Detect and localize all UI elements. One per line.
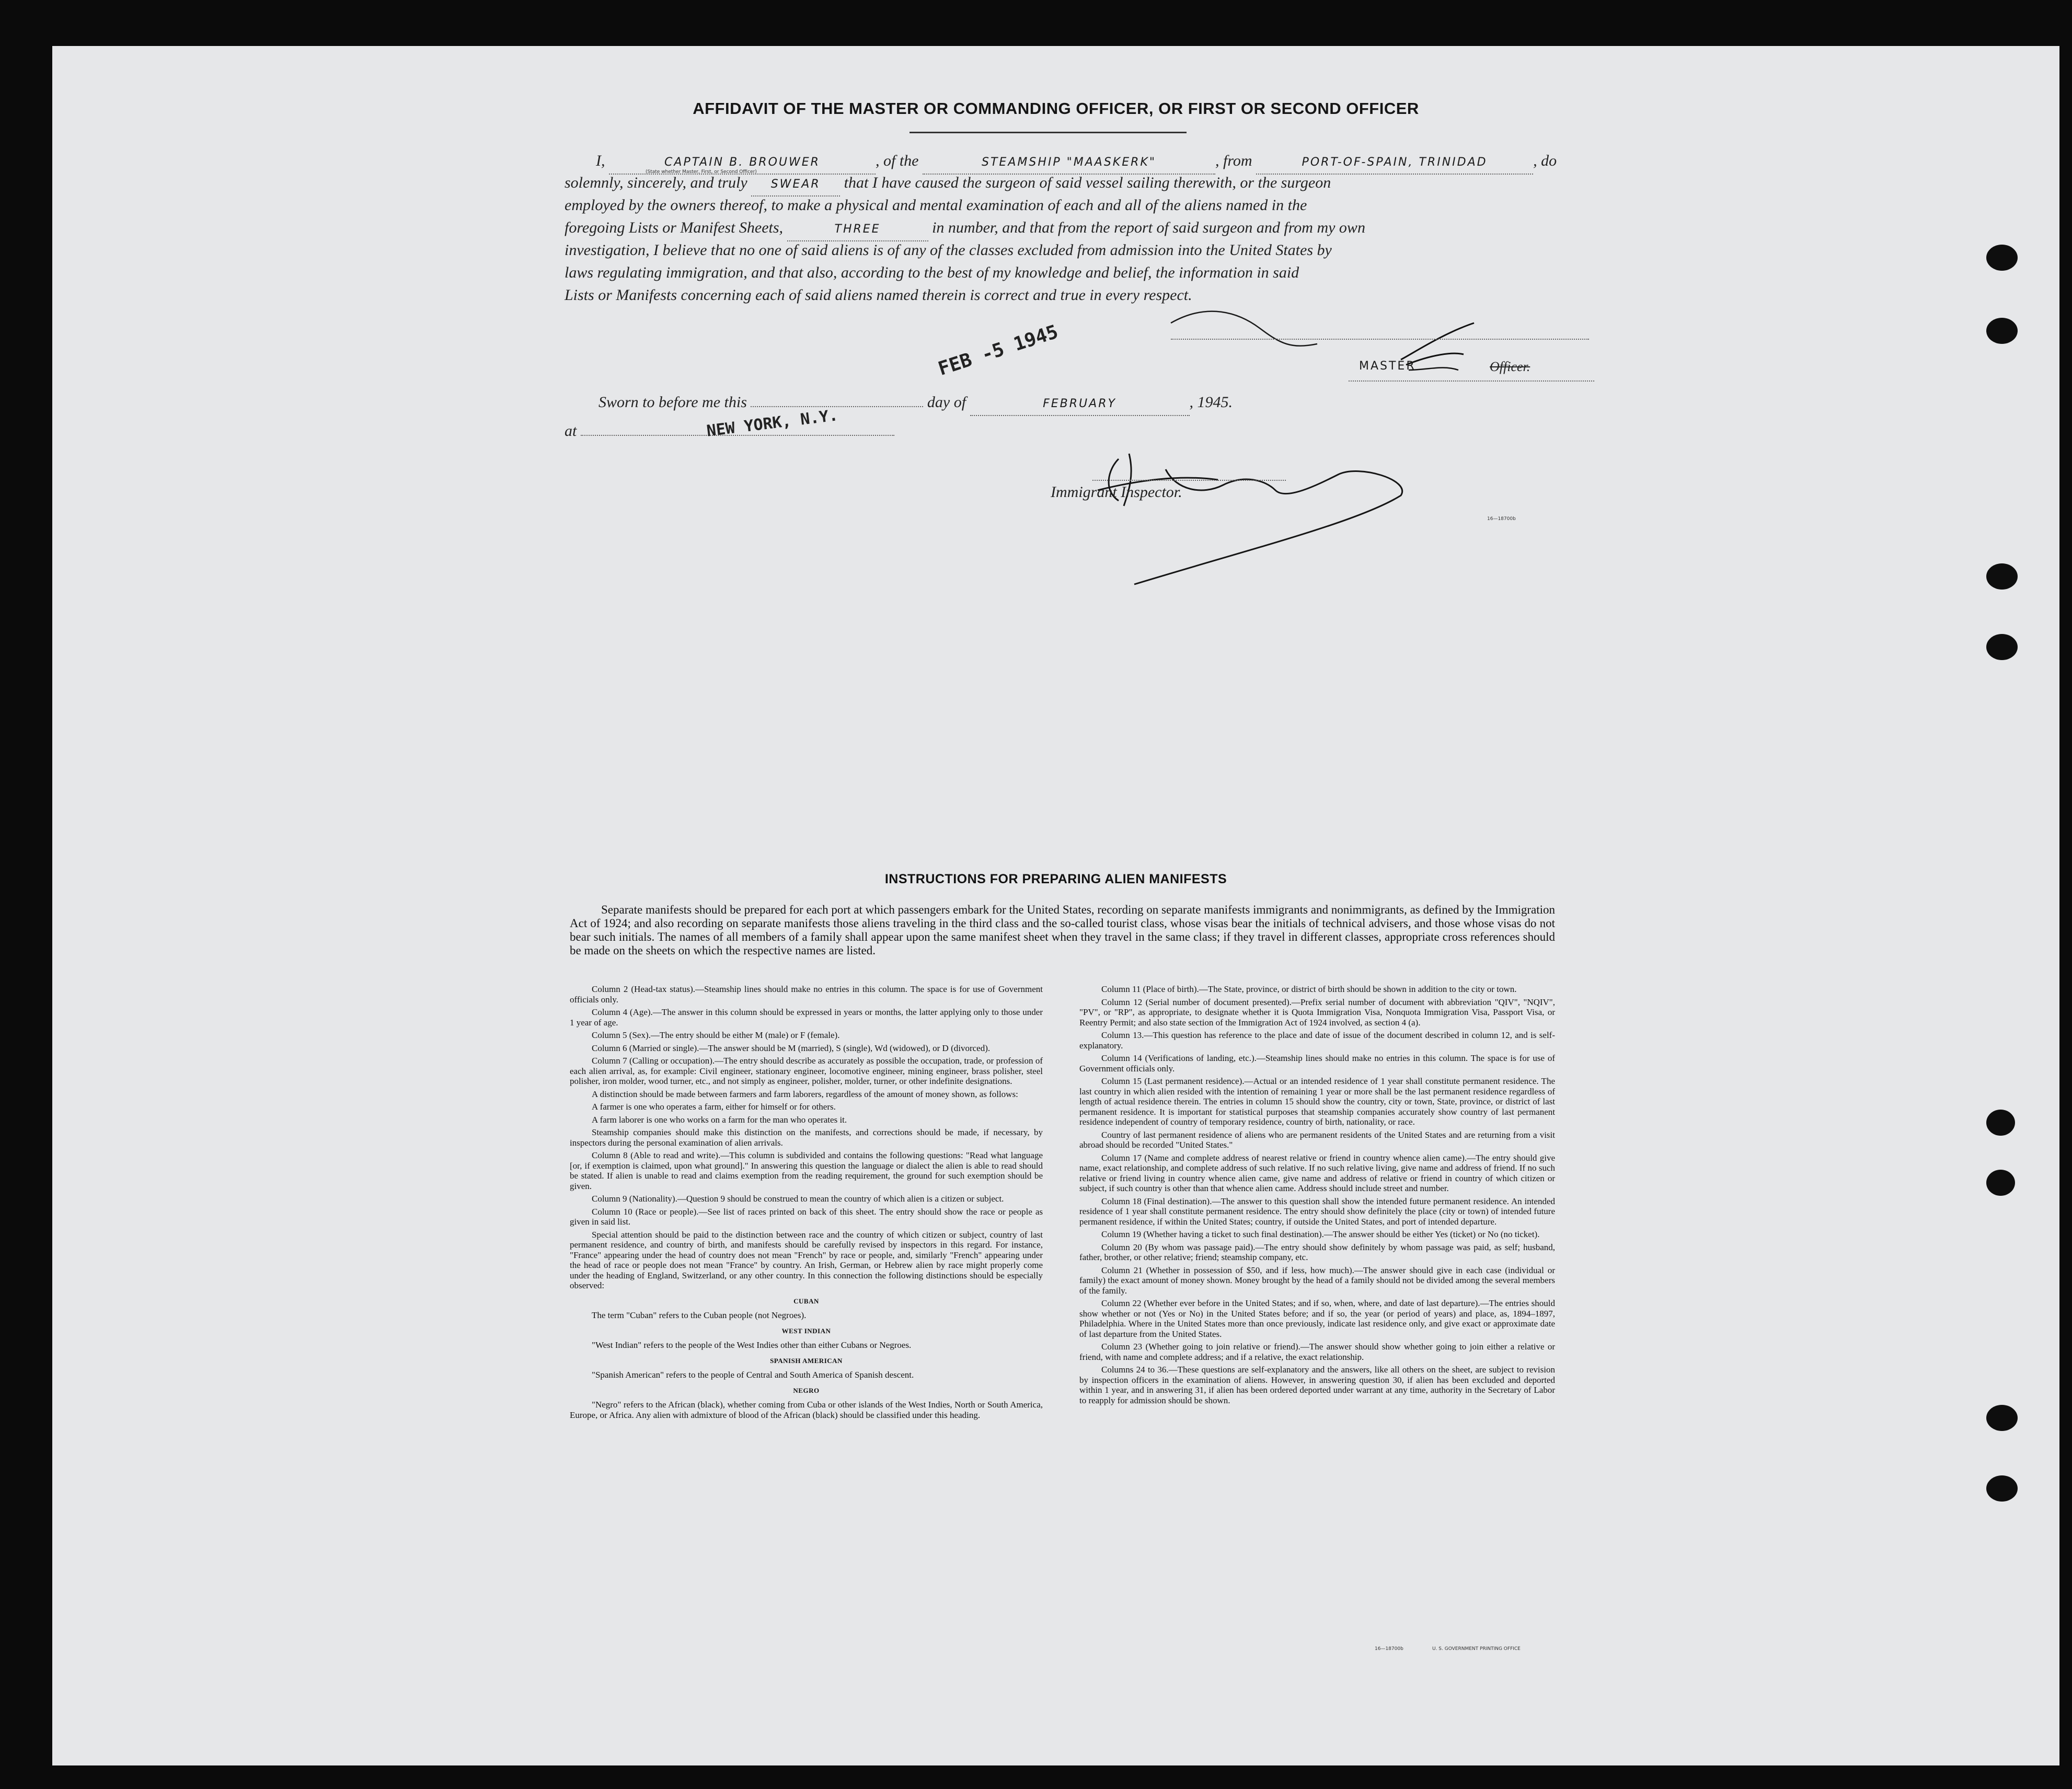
punch-hole — [1986, 634, 2018, 660]
officer-word: Officer. — [1490, 359, 1530, 374]
instruction-paragraph: Column 12 (Serial number of document presented).—Prefix serial number of document with abbreviation "QIV", "NQIV", "PV", or "RP", as appropriate, to designate whether it is Quota Immigration Visa, Nonquota Immigration Visa, Passport Visa, or Reentry Permit; and also state section of the Immigration Act of 1924 involved, as section 4 (a). — [1079, 997, 1555, 1028]
text-sworn: Sworn to before me this — [598, 394, 747, 411]
inspector-signature — [1045, 433, 1443, 590]
heading-negro: NEGRO — [793, 1386, 820, 1394]
instruction-paragraph: Column 9 (Nationality).—Question 9 should be construed to mean the country of which alien is a citizen or subject. — [592, 1194, 1004, 1204]
instruction-paragraph: Column 18 (Final destination).—The answer to this question shall show the intended future permanent residence. An intended residence of 1 year shall constitute permanent residence. The entry should show definitely the place (city or town) of intended future permanent residence, if within the United States; country, if outside the United States, and port of intended departure. — [1079, 1196, 1555, 1227]
punch-hole — [1986, 1475, 2018, 1502]
footer-form-number: 16—18700b — [1375, 1646, 1403, 1652]
instruction-paragraph: Column 21 (Whether in possession of $50, and if less, how much).—The answer should give in each case (individual or family) the exact amount of money shown. Money brought by the head of a family should not be divided among the several members of the family. — [1079, 1265, 1555, 1296]
affidavit-form-number: 16—18700b — [1487, 516, 1516, 522]
affidavit-title: AFFIDAVIT OF THE MASTER OR COMMANDING OFFICER, OR FIRST OR SECOND OFFICER — [693, 99, 1419, 118]
punch-hole — [1986, 318, 2018, 344]
instruction-paragraph: Column 7 (Calling or occupation).—The entry should describe as accurately as possible the occupation, trade, or profession of each alien arrival, as, for example: Civil engineer, stationary engineer, locomotive engineer, mining engineer, brass polisher, steel polisher, iron molder, wood turner, etc., and not simply as engineer, polisher, molder, turner, or other indefinite designations. — [570, 1056, 1043, 1086]
signature-line — [1171, 339, 1589, 340]
sworn-year: , 1945. — [1189, 394, 1233, 411]
instruction-paragraph: Column 2 (Head-tax status).—Steamship lines should make no entries in this column. The space is for use of Government officials only. — [570, 984, 1043, 1005]
punch-hole — [1986, 1170, 2015, 1196]
instruction-paragraph: Column 8 (Able to read and write).—This column is subdivided and contains the following questions: "Read what language [or, if exemption is claimed, upon what ground]." In answering this question the language or dialect the alien is able to read should be stated. If alien is unable to read and claims exemption from the reading requirement, the ground for such exemption should be given. — [570, 1150, 1043, 1191]
date-stamp: FEB -5 1945 — [936, 321, 1061, 380]
affidavit-line-4 — [565, 216, 1365, 241]
rank-master: MASTER — [1359, 360, 1416, 373]
rank-line — [1349, 380, 1594, 382]
text-from: , from — [1215, 152, 1252, 169]
negro-definition: "Negro" refers to the African (black), whether coming from Cuba or other islands of the West Indies, North or South America, Europe, or Africa. Any alien with admixture of blood of the African (black) should be classified under this heading. — [570, 1400, 1043, 1420]
instruction-paragraph: Column 17 (Name and complete address of nearest relative or friend in country whence alien came).—The entry should give name, exact relationship, and complete address of such relative. If no such relative living, give name and address of friend. If no such relative or friend living in country whence alien came, give name and address of relative or friend in country of which citizen or subject, if such country is other than that whence alien came. Address should include street and number. — [1079, 1152, 1555, 1193]
instruction-paragraph: A farm laborer is one who works on a farm for the man who operates it. — [592, 1114, 847, 1125]
instruction-paragraph: Column 22 (Whether ever before in the United States; and if so, when, where, and date of last departure).—The entries should show whether or not (Yes or No) in the United States before; and if so, the year (or period of years) and place, as, 1894–1897, Philadelphia. Where in the United States more than once previously, indicate last residence only, and give exact or approximate date of last departure from the United States. — [1079, 1298, 1555, 1339]
heading-spanish-american: SPANISH AMERICAN — [770, 1356, 843, 1365]
from-port: PORT-OF-SPAIN, TRINIDAD — [1302, 156, 1488, 169]
instructions-right-column — [1079, 984, 1555, 1408]
punch-hole — [1986, 1405, 2018, 1431]
text-do: , do — [1533, 152, 1557, 169]
west-indian-definition: "West Indian" refers to the people of the West Indies other than either Cubans or Negroes. — [592, 1340, 912, 1350]
bleed-through — [1866, 224, 1869, 237]
affidavit-line-7: Lists or Manifests concerning each of said aliens named therein is correct and true in every respect. — [565, 286, 1192, 304]
text-solemnly: solemnly, sincerely, and truly — [565, 174, 747, 191]
sheets-count: THREE — [834, 223, 881, 236]
sworn-line — [598, 391, 1233, 416]
cuban-definition: The term "Cuban" refers to the Cuban people (not Negroes). — [592, 1310, 807, 1320]
affidavit-line-5: investigation, I believe that no one of said aliens is of any of the classes excluded from admission into the United States by — [565, 241, 1332, 259]
instruction-paragraph: Column 20 (By whom was passage paid).—The entry should show definitely by whom passage was paid, as self; husband, father, brother, or other relative; friend; steamship company, etc. — [1079, 1242, 1555, 1262]
title-rule — [910, 132, 1187, 133]
sworn-word: SWEAR — [770, 178, 821, 191]
instruction-paragraph: Column 6 (Married or single).—The answer should be M (married), S (single), Wd (widowed), or D (divorced). — [592, 1043, 991, 1053]
affidavit-line-2 — [565, 171, 1610, 197]
instructions-title: INSTRUCTIONS FOR PREPARING ALIEN MANIFESTS — [884, 872, 1227, 886]
instructions-left-column — [570, 984, 1043, 1423]
instruction-paragraph: Column 23 (Whether going to join relative or friend).—The answer should show whether going to join either a relative or friend, with name and complete address; and if a relative, the exact relationship. — [1079, 1342, 1555, 1362]
affidavit-line-6: laws regulating immigration, and that also, according to the best of my knowledge and belief, the information in said — [565, 264, 1299, 281]
affidavit-line-3: employed by the owners thereof, to make a physical and mental examination of each and all of the aliens named in the — [565, 197, 1307, 214]
instruction-paragraph: Columns 24 to 36.—These questions are self-explanatory and the answers, like all others on the sheet, are subject to revision by inspection officers in the examination of aliens. However, in answering question 30, if alien has been excluded and deported within 1 year, and in answering 31, if alien has been ordered deported under warrant at any time, authority in the Secretary of Labor to reapply for admission should be shown. — [1079, 1365, 1555, 1405]
master-name: CAPTAIN B. BROUWER — [664, 156, 820, 169]
instruction-paragraph: A farmer is one who operates a farm, either for himself or for others. — [592, 1102, 836, 1112]
place-stamp: NEW YORK, N.Y. — [706, 406, 839, 441]
instruction-paragraph: Column 11 (Place of birth).—The State, province, or district of birth should be shown in addition to the city or town. — [1101, 984, 1517, 994]
instructions-intro: Separate manifests should be prepared for each port at which passengers embark for the United States, recording on separate manifests immigrants and nonimmigrants, as defined by the Immigration Act of 1924; and also recording on separate manifests those aliens traveling in the third class and the so-called tourist class, whose visas bear the initials of technical advisers, and those whose visas do not bear such initials. The names of all members of a family shall appear upon the same manifest sheet when they travel in the same class; if they travel in different classes, appropriate cross references should be made on the sheets on which the respective names are listed. — [570, 903, 1555, 957]
instruction-paragraph: Column 4 (Age).—The answer in this column should be expressed in years or months, the latter applying only to those under 1 year of age. — [570, 1007, 1043, 1028]
punch-hole — [1986, 563, 2018, 590]
text-line-4b: in number, and that from the report of said surgeon and from my own — [932, 219, 1365, 236]
vessel-name: STEAMSHIP "MAASKERK" — [982, 156, 1156, 169]
text-line-2: that I have caused the surgeon of said vessel sailing therewith, or the surgeon — [844, 174, 1331, 191]
instruction-paragraph: Country of last permanent residence of aliens who are permanent residents of the United States and are returning from a visit abroad should be recorded "United States." — [1079, 1129, 1555, 1150]
text-line-4a: foregoing Lists or Manifest Sheets, — [565, 219, 784, 236]
text-of-the: , of the — [876, 152, 919, 169]
instruction-paragraph: Column 15 (Last permanent residence).—Actual or an intended residence of 1 year shall constitute permanent residence. The last country in which alien resided with the intention of remaining 1 year or more shall be the last permanent residence regardless of length of actual residence therein. The entries in column 15 should show the country, city or town, State, province, or district of last permanent residence. It is important for statistical purposes that steamship companies accurately show country of last permanent residence independent of country of temporary residence, country of birth, nationality, or race. — [1079, 1076, 1555, 1127]
punch-hole — [1986, 1110, 2015, 1136]
inspector-label: Immigrant Inspector. — [1051, 483, 1182, 501]
instruction-paragraph: Column 19 (Whether having a ticket to such final destination).—The answer should be either Yes (ticket) or No (no ticket). — [1101, 1229, 1540, 1239]
heading-cuban: CUBAN — [793, 1297, 819, 1305]
sworn-month: FEBRUARY — [1043, 397, 1116, 410]
text-day-of: day of — [927, 394, 966, 411]
instruction-paragraph: A distinction should be made between farmers and farm laborers, regardless of the amount of money shown, as follows: — [592, 1089, 1018, 1099]
instruction-paragraph: Column 13.—This question has reference to the place and date of issue of the document described in column 12, and is self-explanatory. — [1079, 1030, 1555, 1051]
instruction-paragraph: Column 14 (Verifications of landing, etc.).—Steamship lines should make no entries in this column. The space is for use of Government officials only. — [1079, 1053, 1555, 1074]
document-sheet — [52, 46, 2059, 1765]
instruction-paragraph: Steamship companies should make this distinction on the manifests, and corrections should be made, if necessary, by inspectors during the personal examination of alien arrivals. — [570, 1127, 1043, 1148]
spanish-american-definition: "Spanish American" refers to the people of Central and South America of Spanish descent. — [592, 1370, 914, 1380]
text-i: I, — [596, 152, 605, 169]
master-note: (State whether Master, First, or Second Officer) — [646, 169, 757, 175]
instruction-paragraph: Special attention should be paid to the distinction between race and the country of which citizen or subject, country of last permanent residence, and country of birth, and manifests should be carefully revised by inspectors in this regard. For instance, "France" appearing under the head of country does not mean "French" by race or people, and, similarly "French" appearing under the head of race or people does not mean "France" by country. An Irish, German, or Hebrew alien by race might properly come under the heading of England, Switzerland, or any other country. In this connection the following distinctions should be especially observed: — [570, 1229, 1043, 1290]
instruction-paragraph: Column 5 (Sex).—The entry should be either M (male) or F (female). — [592, 1030, 840, 1040]
heading-west-indian: WEST INDIAN — [781, 1326, 831, 1335]
text-at: at — [565, 422, 577, 440]
master-signature — [1160, 292, 1526, 407]
punch-hole — [1986, 245, 2018, 271]
footer-gpo: U. S. GOVERNMENT PRINTING OFFICE — [1432, 1646, 1521, 1652]
instruction-paragraph: Column 10 (Race or people).—See list of races printed on back of this sheet. The entry should show the race or people as given in said list. — [570, 1206, 1043, 1227]
